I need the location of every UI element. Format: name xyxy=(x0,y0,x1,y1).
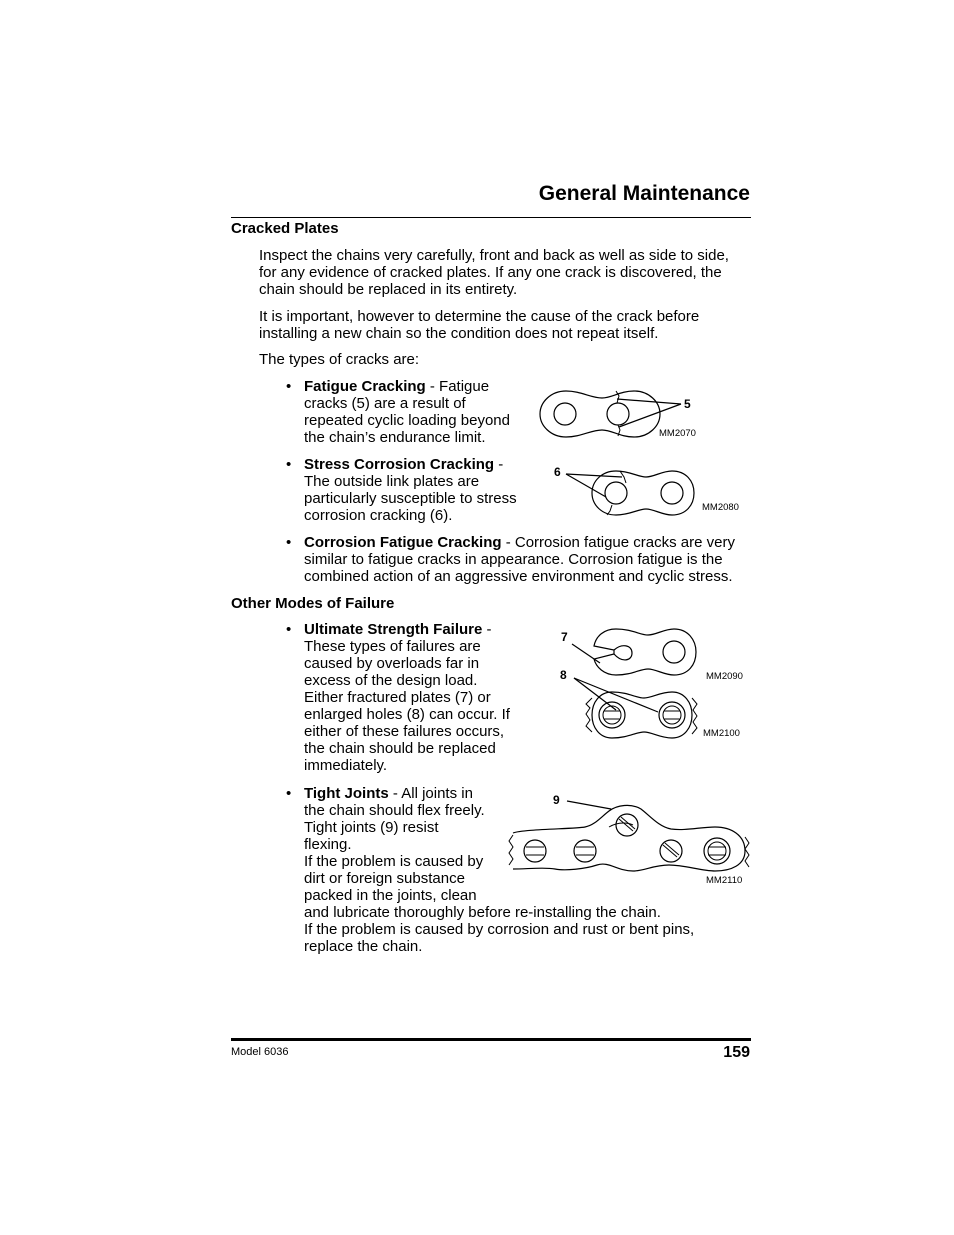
bullet-text: corrosion cracking (6). xyxy=(304,507,453,524)
bullet-text: Tight joints (9) resist xyxy=(304,819,439,836)
bullet-text: If the problem is caused by corrosion and rust or bent pins, xyxy=(304,921,695,938)
figure-tight-joints xyxy=(505,795,755,880)
section-heading-other-modes: Other Modes of Failure xyxy=(231,595,395,612)
footer-model: Model 6036 xyxy=(231,1046,289,1058)
header-rule xyxy=(231,217,751,218)
bullet-text: - xyxy=(482,621,492,638)
footer-rule xyxy=(231,1038,751,1041)
bullet-ultimate-strength xyxy=(304,621,510,774)
bullet-text: - Corrosion fatigue cracks are very xyxy=(501,534,735,551)
page-number: 159 xyxy=(723,1044,750,1061)
paragraph-inspect xyxy=(259,247,729,298)
paragraph-line: for any evidence of cracked plates. If any one crack is discovered, the xyxy=(259,264,722,281)
bullet-text: replace the chain. xyxy=(304,938,423,955)
bullet-dot: • xyxy=(286,621,292,638)
bullet-dot: • xyxy=(286,534,292,551)
paragraph-types: The types of cracks are: xyxy=(259,351,420,368)
bullet-text: These types of failures are xyxy=(304,638,481,655)
bullet-text: If the problem is caused by xyxy=(304,853,484,870)
bullet-text: repeated cyclic loading beyond xyxy=(304,412,510,429)
page-title: General Maintenance xyxy=(538,182,750,205)
bullet-corrosion-fatigue xyxy=(304,534,735,585)
bullet-stress-corrosion xyxy=(304,456,517,524)
figure-code-mm2070: MM2070 xyxy=(659,428,696,439)
bullet-text: either of these failures occurs, xyxy=(304,723,505,740)
callout-5: 5 xyxy=(684,397,691,411)
bullet-text: packed in the joints, clean xyxy=(304,887,477,904)
bullet-text: Either fractured plates (7) or xyxy=(304,689,491,706)
paragraph-line: It is important, however to determine the cause of the crack before xyxy=(259,308,700,325)
bullet-text: The outside link plates are xyxy=(304,473,480,490)
bullet-text: particularly susceptible to stress xyxy=(304,490,517,507)
bullet-text: excess of the design load. xyxy=(304,672,478,689)
bullet-dot: • xyxy=(286,785,292,802)
paragraph-line: chain should be replaced in its entirety. xyxy=(259,281,518,298)
bullet-text: similar to fatigue cracks in appearance. Corrosion fatigue is the xyxy=(304,551,723,568)
bullet-text: the chain should be replaced xyxy=(304,740,496,757)
bullet-text: cracks (5) are a result of xyxy=(304,395,466,412)
figure-code-mm2100: MM2100 xyxy=(703,728,740,739)
bullet-term: Ultimate Strength Failure xyxy=(304,621,483,638)
callout-9: 9 xyxy=(553,793,560,807)
callout-6: 6 xyxy=(554,465,561,479)
paragraph-important xyxy=(259,308,699,342)
bullet-text: combined action of an aggressive environment and cyclic stress. xyxy=(304,568,733,585)
bullet-term: Fatigue Cracking xyxy=(304,378,426,395)
paragraph-line: installing a new chain so the condition does not repeat itself. xyxy=(259,325,659,342)
bullet-dot: • xyxy=(286,456,292,473)
section-heading-cracked-plates: Cracked Plates xyxy=(231,220,339,237)
bullet-text: the chain’s endurance limit. xyxy=(304,429,486,446)
figure-code-mm2110: MM2110 xyxy=(706,875,743,886)
bullet-text: the chain should flex freely. xyxy=(304,802,485,819)
bullet-text: - All joints in xyxy=(388,785,473,802)
bullet-text: enlarged holes (8) can occur. If xyxy=(304,706,510,723)
bullet-text: dirt or foreign substance xyxy=(304,870,465,887)
figure-enlarged-holes xyxy=(560,668,710,746)
figure-stress-corrosion xyxy=(560,465,700,521)
bullet-dot: • xyxy=(286,378,292,395)
bullet-text: - Fatigue xyxy=(425,378,490,395)
bullet-term: Stress Corrosion Cracking xyxy=(304,456,495,473)
callout-8: 8 xyxy=(560,668,567,682)
figure-code-mm2080: MM2080 xyxy=(702,502,739,513)
callout-7: 7 xyxy=(561,630,568,644)
figure-code-mm2090: MM2090 xyxy=(706,671,743,682)
bullet-text: immediately. xyxy=(304,757,388,774)
bullet-fatigue-cracking xyxy=(304,378,510,446)
bullet-text: - xyxy=(494,456,504,473)
paragraph-line: Inspect the chains very carefully, front and back as well as side to side, xyxy=(259,247,729,264)
bullet-text: flexing. xyxy=(304,836,352,853)
bullet-term: Tight Joints xyxy=(304,785,389,802)
bullet-text: caused by overloads far in xyxy=(304,655,480,672)
bullet-text: and lubricate thoroughly before re-installing the chain. xyxy=(304,904,661,921)
bullet-term: Corrosion Fatigue Cracking xyxy=(304,534,502,551)
